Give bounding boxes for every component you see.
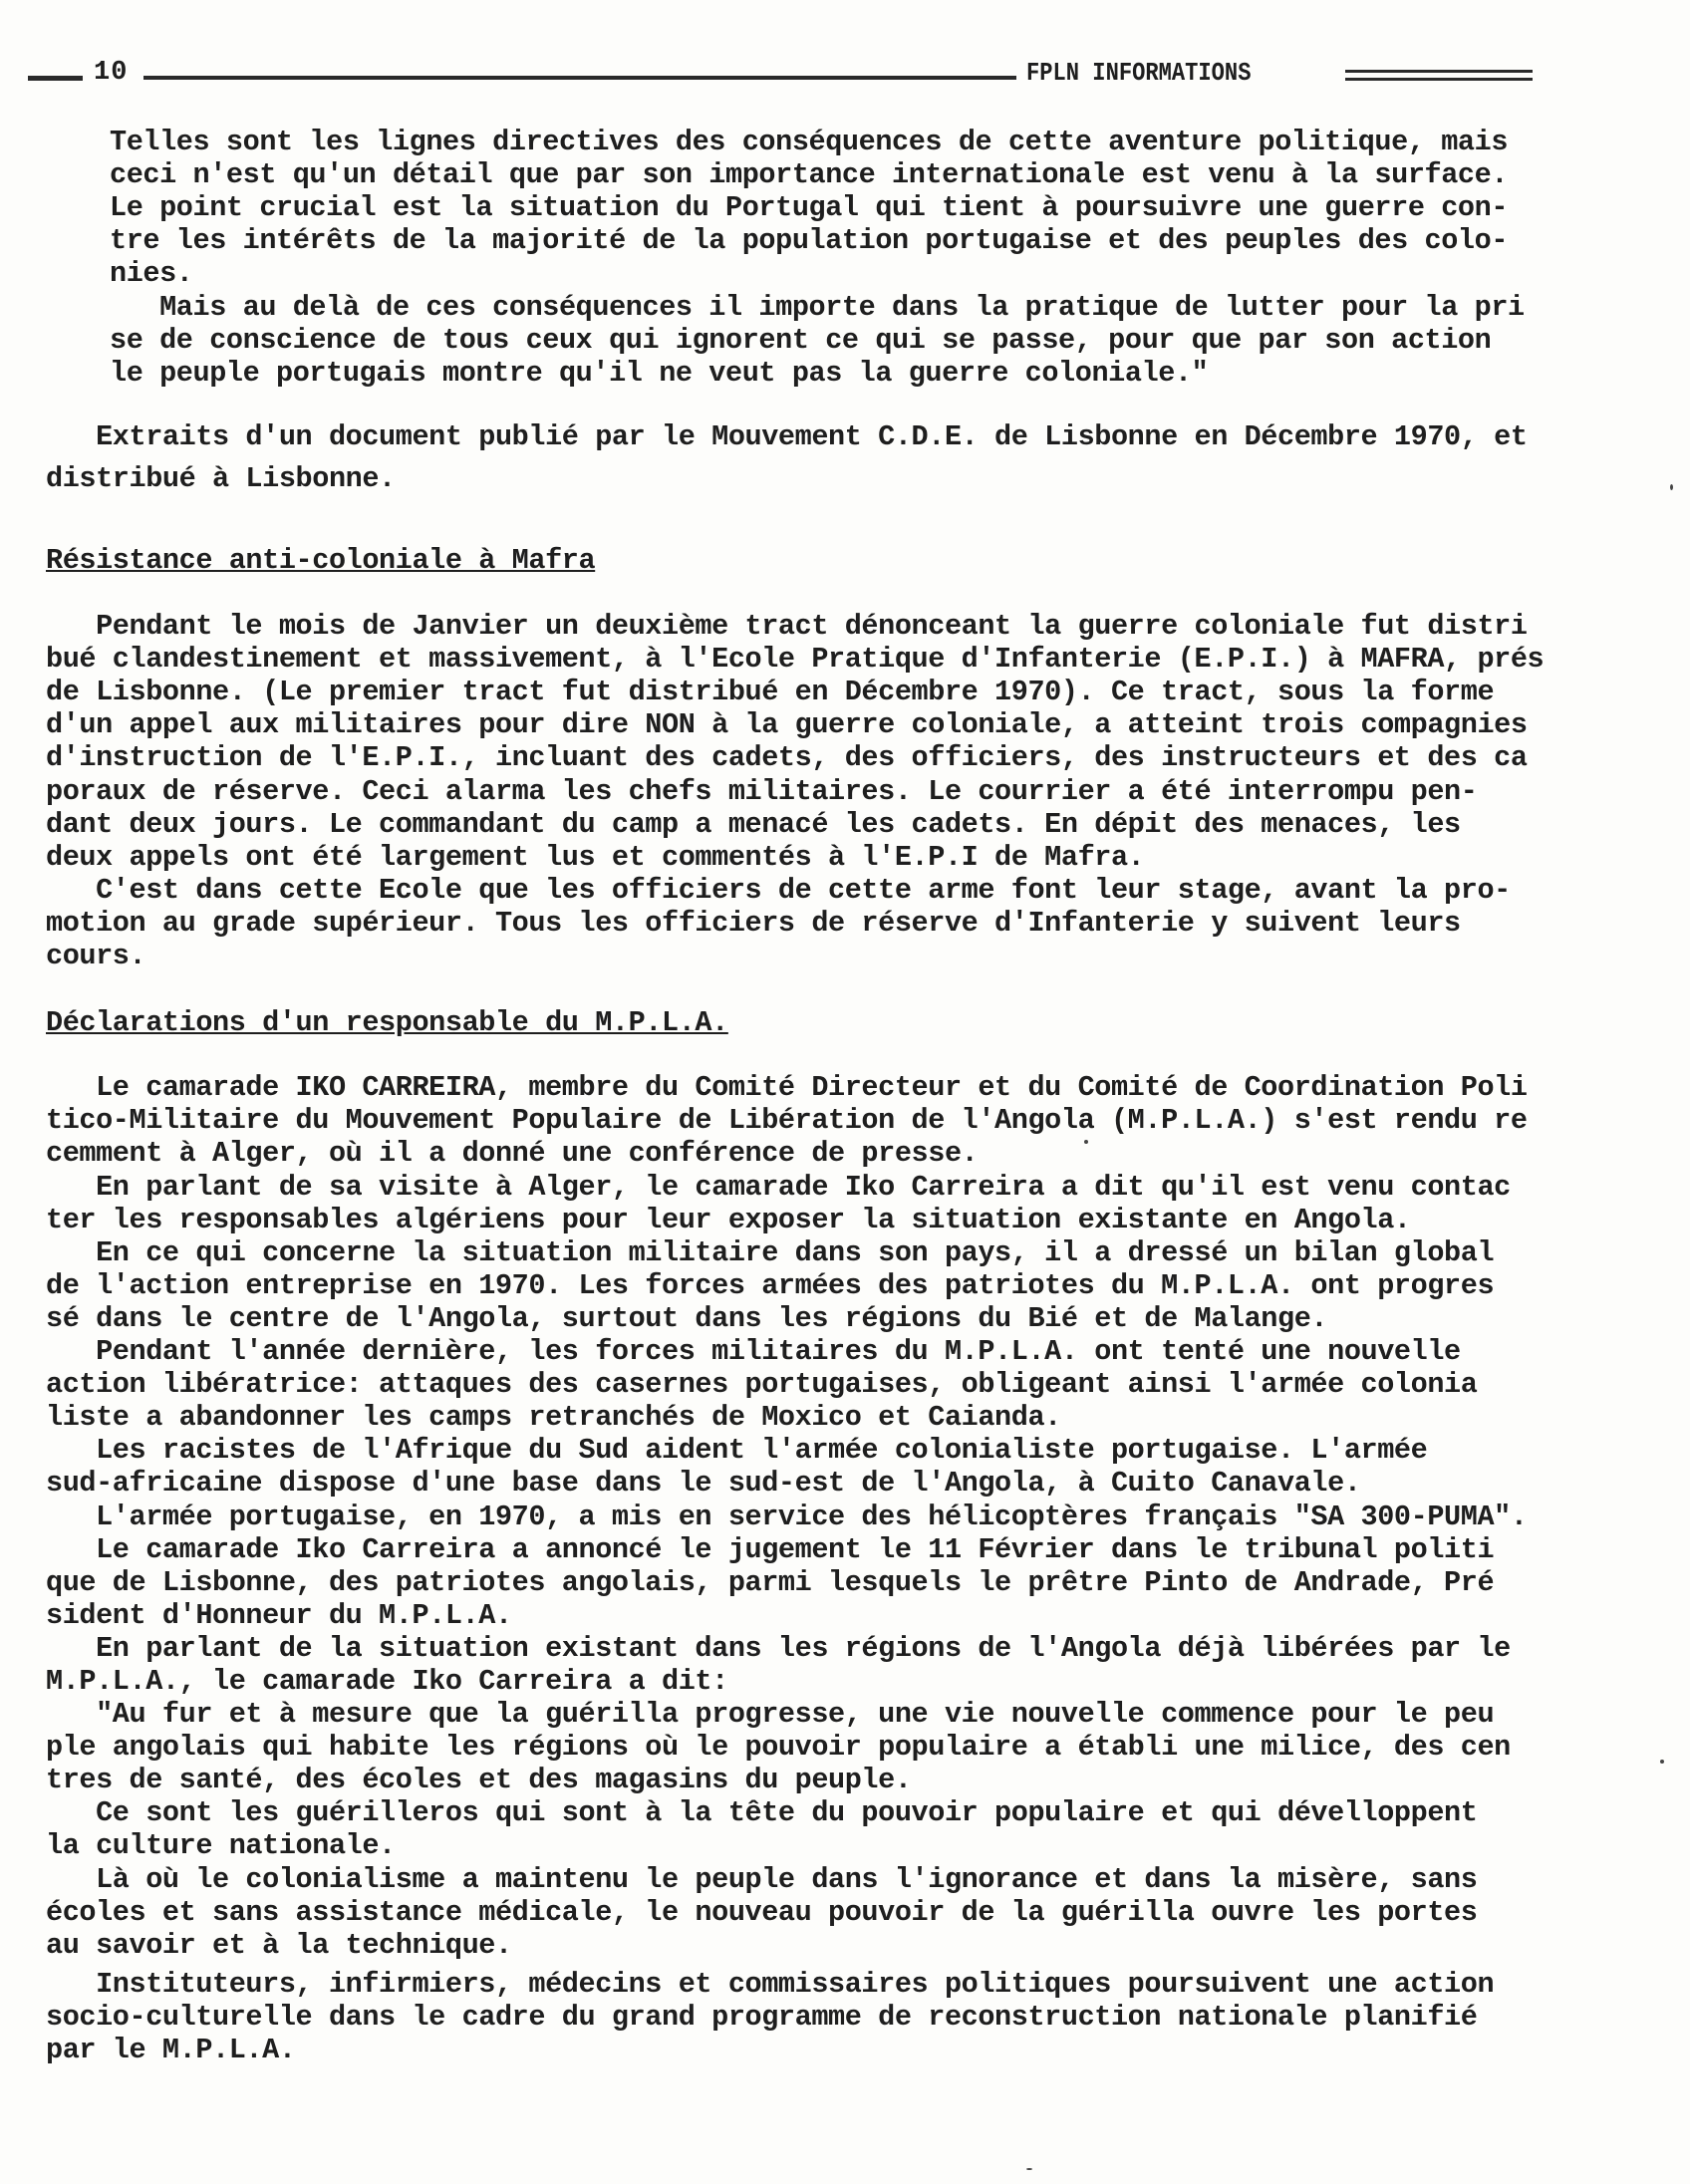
paragraph-line: M.P.L.A., le camarade Iko Carreira a dit: xyxy=(46,1665,728,1698)
paragraph-line: ple angolais qui habite les régions où le pouvoir populaire a établi une milice, des cen xyxy=(46,1731,1511,1764)
paragraph-line: de l'action entreprise en 1970. Les forces armées des patriotes du M.P.L.A. ont progres xyxy=(46,1269,1495,1302)
paragraph-line: dant deux jours. Le commandant du camp a menacé les cadets. En dépit des menaces, les xyxy=(46,808,1461,841)
paragraph-line: que de Lisbonne, des patriotes angolais, parmi lesquels le prêtre Pinto de Andrade, Pré xyxy=(46,1566,1495,1599)
header-rule-left xyxy=(28,76,83,81)
paragraph-line: Pendant l'année dernière, les forces militaires du M.P.L.A. ont tenté une nouvelle xyxy=(46,1335,1461,1368)
scan-speck xyxy=(1026,2168,1032,2170)
header-rule-right-bottom xyxy=(1345,78,1533,81)
paragraph-line: par le M.P.L.A. xyxy=(46,2034,296,2066)
paragraph-line: liste a abandonner les camps retranchés de Moxico et Caianda. xyxy=(46,1401,1061,1434)
quote-line: tre les intérêts de la majorité de la population portugaise et des peuples des colo- xyxy=(110,224,1509,257)
paragraph-line: sé dans le centre de l'Angola, surtout dans les régions du Bié et de Malange. xyxy=(46,1302,1328,1335)
paragraph-line: En parlant de sa visite à Alger, le camarade Iko Carreira a dit qu'il est venu contac xyxy=(46,1171,1511,1204)
scan-speck xyxy=(1670,484,1673,490)
section-heading-mpla: Déclarations d'un responsable du M.P.L.A. xyxy=(46,1006,728,1039)
paragraph-line: sud-africaine dispose d'une base dans le sud-est de l'Angola, à Cuito Canavale. xyxy=(46,1467,1361,1500)
scan-speck xyxy=(1660,1760,1664,1764)
paragraph-line: la culture nationale. xyxy=(46,1829,396,1862)
page-number: 10 xyxy=(94,58,129,88)
paragraph-line: poraux de réserve. Ceci alarma les chefs militaires. Le courrier a été interrompu pen- xyxy=(46,775,1478,808)
paragraph-line: cemment à Alger, où il a donné une conférence de presse. xyxy=(46,1137,979,1170)
quote-line: se de conscience de tous ceux qui ignorent ce qui se passe, pour que par son action xyxy=(110,324,1492,357)
paragraph-line: "Au fur et à mesure que la guérilla progresse, une vie nouvelle commence pour le peu xyxy=(46,1698,1495,1731)
paragraph-line: tres de santé, des écoles et des magasins du peuple. xyxy=(46,1764,912,1796)
paragraph-line: C'est dans cette Ecole que les officiers de cette arme font leur stage, avant la pro- xyxy=(46,874,1511,907)
section-heading-mafra: Résistance anti-coloniale à Mafra xyxy=(46,544,596,577)
paragraph-line: action libératrice: attaques des casernes portugaises, obligeant ainsi l'armée colonia xyxy=(46,1368,1478,1401)
page-header xyxy=(28,54,1513,94)
quote-line: Mais au delà de ces conséquences il importe dans la pratique de lutter pour la pri xyxy=(110,291,1525,324)
paragraph-line: d'instruction de l'E.P.I., incluant des cadets, des officiers, des instructeurs et des ca xyxy=(46,741,1528,774)
paragraph-line: En ce qui concerne la situation militaire dans son pays, il a dressé un bilan global xyxy=(46,1236,1495,1269)
paragraph-line: Le camarade IKO CARREIRA, membre du Comité Directeur et du Comité de Coordination Poli xyxy=(46,1071,1528,1104)
quote-line: ceci n'est qu'un détail que par son importance internationale est venu à la surface. xyxy=(110,158,1509,191)
source-line: distribué à Lisbonne. xyxy=(46,462,396,495)
paragraph-line: au savoir et à la technique. xyxy=(46,1929,512,1962)
paragraph-line: Instituteurs, infirmiers, médecins et commissaires politiques poursuivent une action xyxy=(46,1968,1495,2001)
paragraph-line: cours. xyxy=(46,940,146,972)
paragraph-line: socio-culturelle dans le cadre du grand programme de reconstruction nationale planifié xyxy=(46,2001,1478,2034)
paragraph-line: motion au grade supérieur. Tous les officiers de réserve d'Infanterie y suivent leurs xyxy=(46,907,1461,940)
header-rule-right-top xyxy=(1345,70,1533,73)
paragraph-line: de Lisbonne. (Le premier tract fut distribué en Décembre 1970). Ce tract, sous la forme xyxy=(46,676,1495,708)
header-rule-middle xyxy=(143,76,1016,80)
paragraph-line: ter les responsables algériens pour leur exposer la situation existante en Angola. xyxy=(46,1204,1411,1236)
paragraph-line: Pendant le mois de Janvier un deuxième tract dénonceant la guerre coloniale fut distri xyxy=(46,610,1528,643)
paragraph-line: Ce sont les guérilleros qui sont à la tête du pouvoir populaire et qui dévelloppent xyxy=(46,1796,1478,1829)
publication-title: FPLN INFORMATIONS xyxy=(1026,58,1252,88)
paragraph-line: En parlant de la situation existant dans les régions de l'Angola déjà libérées par le xyxy=(46,1632,1511,1665)
scan-speck xyxy=(1084,1140,1088,1144)
quote-line: Telles sont les lignes directives des conséquences de cette aventure politique, mais xyxy=(110,126,1509,158)
quote-line: Le point crucial est la situation du Portugal qui tient à poursuivre une guerre con- xyxy=(110,191,1509,224)
paragraph-line: bué clandestinement et massivement, à l'Ecole Pratique d'Infanterie (E.P.I.) à MAFRA, prés xyxy=(46,643,1545,676)
source-line: Extraits d'un document publié par le Mouvement C.D.E. de Lisbonne en Décembre 1970, et xyxy=(46,420,1528,453)
paragraph-line: Les racistes de l'Afrique du Sud aident l'armée colonialiste portugaise. L'armée xyxy=(46,1434,1428,1467)
paragraph-line: L'armée portugaise, en 1970, a mis en service des hélicoptères français "SA 300-PUMA". xyxy=(46,1501,1528,1533)
paragraph-line: Là où le colonialisme a maintenu le peuple dans l'ignorance et dans la misère, sans xyxy=(46,1863,1478,1896)
paragraph-line: Le camarade Iko Carreira a annoncé le jugement le 11 Février dans le tribunal politi xyxy=(46,1533,1495,1566)
quote-line: nies. xyxy=(110,257,193,290)
quote-line: le peuple portugais montre qu'il ne veut pas la guerre coloniale." xyxy=(110,357,1209,390)
paragraph-line: tico-Militaire du Mouvement Populaire de Libération de l'Angola (M.P.L.A.) s'est rendu re xyxy=(46,1104,1528,1137)
paragraph-line: écoles et sans assistance médicale, le nouveau pouvoir de la guérilla ouvre les portes xyxy=(46,1896,1478,1929)
paragraph-line: d'un appel aux militaires pour dire NON à la guerre coloniale, a atteint trois compagnies xyxy=(46,708,1528,741)
paragraph-line: sident d'Honneur du M.P.L.A. xyxy=(46,1599,512,1632)
paragraph-line: deux appels ont été largement lus et commentés à l'E.P.I de Mafra. xyxy=(46,841,1145,874)
